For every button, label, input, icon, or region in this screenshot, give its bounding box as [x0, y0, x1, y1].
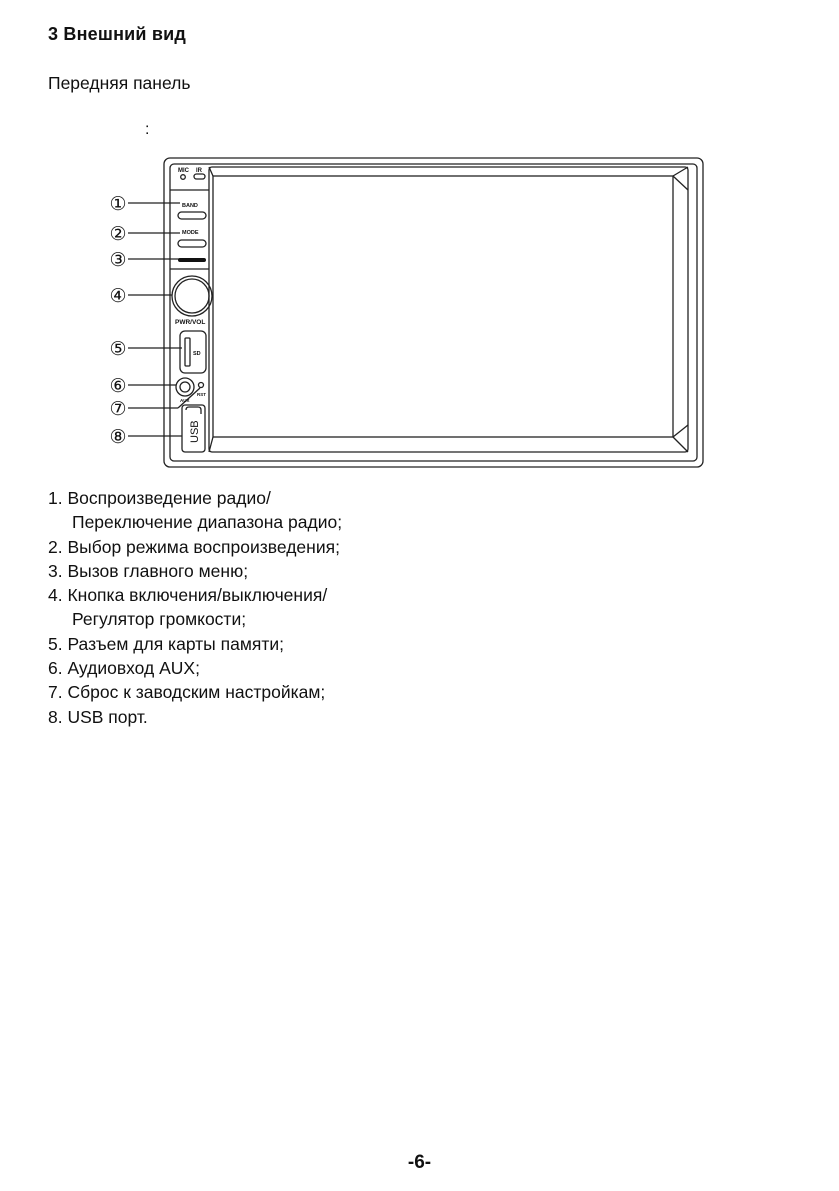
- feature-item: 3. Вызов главного меню;: [48, 560, 249, 581]
- callout-6: ⑥: [109, 375, 127, 397]
- screen-outer-bezel: [209, 167, 688, 452]
- panel-outer-frame: [164, 158, 703, 467]
- band-button: [178, 212, 206, 219]
- label-aux: AUX: [180, 398, 190, 403]
- mic-hole: [181, 175, 186, 180]
- caption-colon: :: [145, 121, 150, 138]
- reset-pinhole: [199, 383, 204, 388]
- label-menu: MENU: [182, 258, 199, 264]
- feature-list: [48, 486, 342, 729]
- panel-inner-frame: [170, 164, 697, 461]
- screen-display: [213, 176, 673, 437]
- callout-8: ⑧: [109, 426, 127, 448]
- label-pwr-vol: PWR/VOL: [175, 319, 206, 326]
- label-usb: USB: [189, 420, 201, 443]
- callout-7: ⑦: [109, 398, 127, 420]
- mode-button: [178, 240, 206, 247]
- aux-jack: [176, 378, 194, 396]
- label-band: BAND: [182, 203, 198, 209]
- feature-item: 8. USB порт.: [48, 706, 148, 727]
- label-mic: MIC: [178, 168, 189, 174]
- callout-1: ①: [109, 193, 127, 215]
- feature-item: 5. Разъем для карты памяти;: [48, 633, 284, 654]
- front-panel-diagram: [0, 0, 839, 480]
- callout-3: ③: [109, 249, 127, 271]
- feature-item: 6. Аудиовход AUX;: [48, 658, 200, 679]
- callout-5: ⑤: [109, 338, 127, 360]
- feature-item: 4. Кнопка включения/выключения/ Регулятор громкости;: [48, 585, 328, 630]
- pwr-vol-knob: [172, 276, 212, 316]
- label-ir: IR: [196, 168, 202, 174]
- callout-4: ④: [109, 285, 127, 307]
- label-reset: RST: [197, 392, 206, 397]
- section-subtitle: Передняя панель: [48, 73, 191, 93]
- feature-item: 1. Воспроизведение радио/ Переключение диапазона радио;: [48, 488, 343, 533]
- feature-item: 7. Сброс к заводским настройкам;: [48, 682, 326, 703]
- label-sd: SD: [193, 351, 201, 357]
- page-number: -6-: [407, 1152, 432, 1173]
- callout-2: ②: [109, 223, 127, 245]
- feature-item: 2. Выбор режима воспроизведения;: [48, 536, 340, 557]
- ir-sensor: [194, 174, 205, 179]
- label-mode: MODE: [182, 230, 199, 236]
- section-title: 3 Внешний вид: [48, 24, 187, 44]
